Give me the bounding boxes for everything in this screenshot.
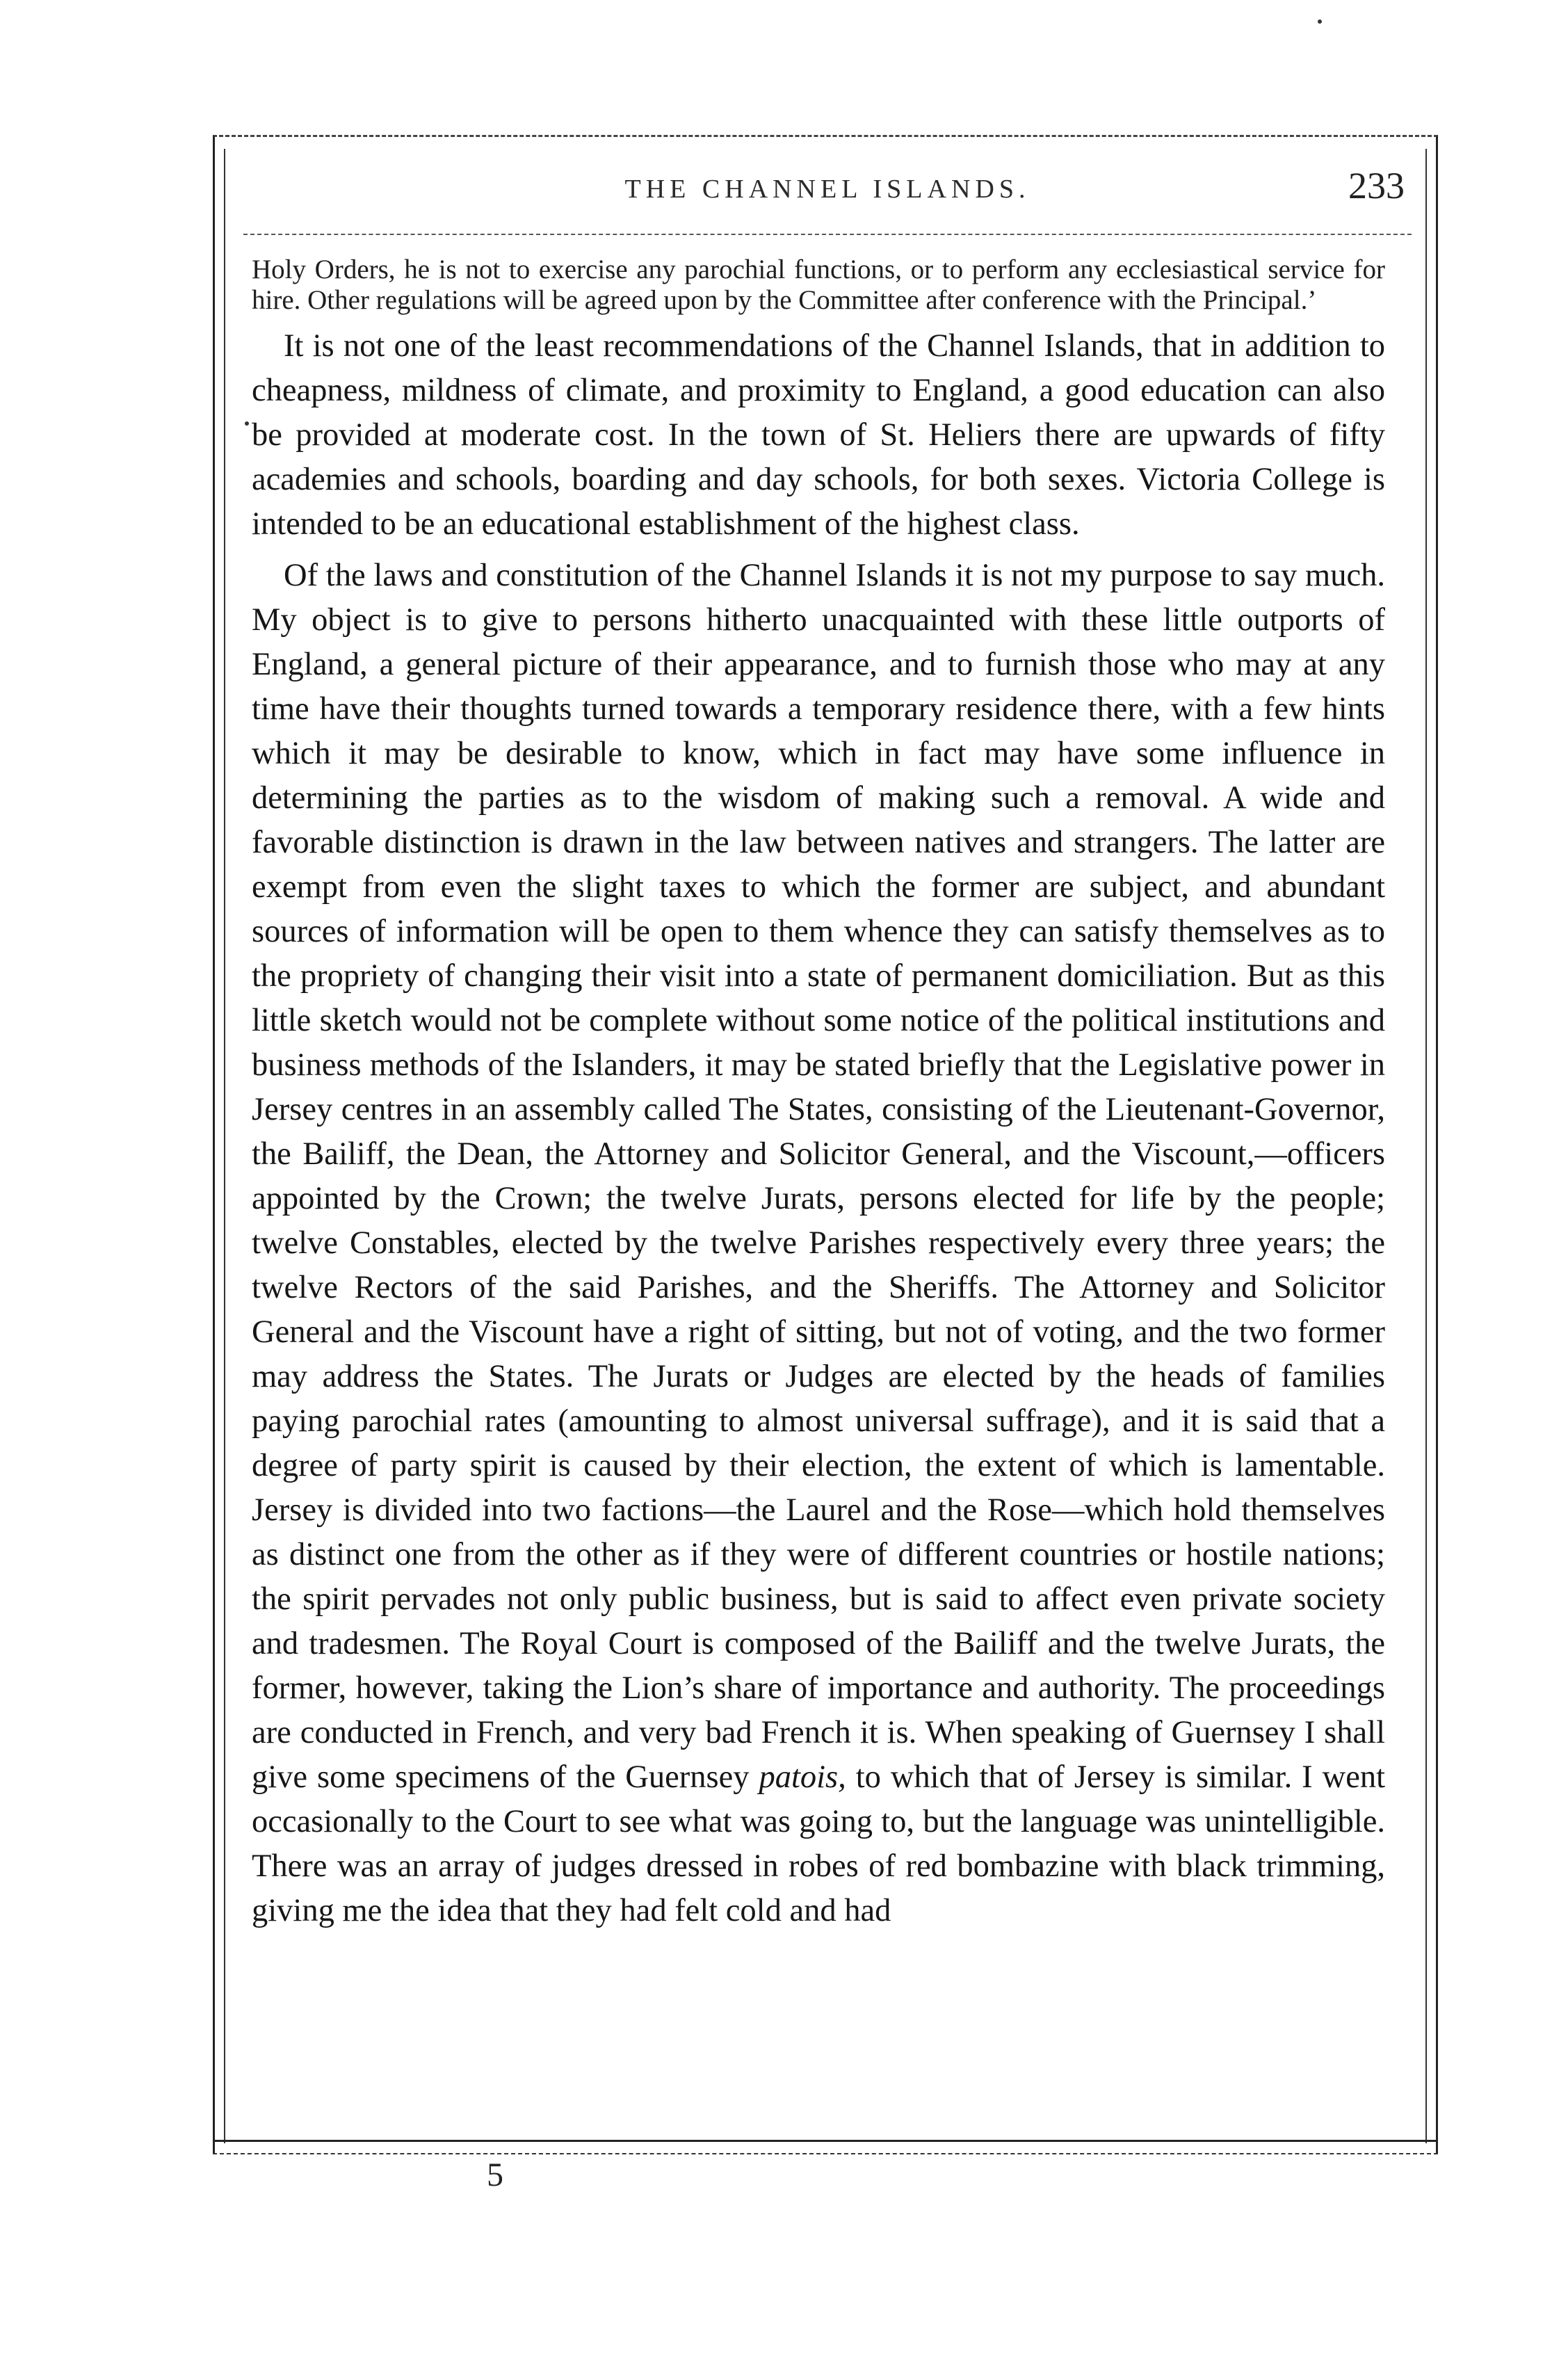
paragraph-laws-text: Of the laws and constitution of the Channel Islands it is not my purpose to say much. My object is to give to persons hitherto unacquainted with these little outports of England, a general picture of their appearance, and to furnish those who may at any time have their thoughts turned towards a temporary residence there, with a few hints which it may be desirable to know, which in fact may have some influence in determining the parties as to the wisdom of making such a removal. A wide and favorable distinction is drawn in the law between natives and strangers. The latter are exempt from even the slight taxes to which the former are subject, and abundant sources of information will be open to them whence they can satisfy themselves as to the propriety of changing their visit into a state of permanent domiciliation. But as this little sketch would not be complete without some notice of the political institutions and business methods of the Islanders, it may be stated briefly that the Legislative power in Jersey centres in an assembly called The States, consisting of the Lieutenant-Governor, the Bailiff, the Dean, the Attorney and Solicitor General, and the Viscount,—officers appointed by the Crown; the twelve Jurats, persons elected for life by the people; twelve Constables, elected by the twelve Parishes respectively every three years; the twelve Rectors of the said Parishes, and the Sheriffs. The Attorney and Solicitor General and the Viscount have a right of sitting, but not of voting, and the two former may address the States. The Jurats or Judges are elected by the heads of families paying parochial rates (amounting to almost universal suffrage), and it is said that a degree of party spirit is caused by their election, the extent of which is lamentable. Jersey is divided into two factions—the Laurel and the Rose—which hold themselves as distinct one from the other as if they were of different countries or hostile nations; the spirit pervades not only public business, but is said to affect even private society and tradesmen. The Royal Court is composed of the Bailiff and the twelve Jurats, the former, however, taking the Lion’s share of importance and authority. The proceedings are conducted in French, and very bad French it is. When speaking of Guernsey I shall give some specimens of the Guernsey xyxy=(252,558,1385,1795)
page-number: 233 xyxy=(1348,165,1405,207)
running-title: THE CHANNEL ISLANDS. xyxy=(624,175,1030,204)
bottom-rule xyxy=(213,2140,1438,2142)
paragraph-laws xyxy=(252,554,1385,1933)
paragraph-education: It is not one of the least recommendations of the Channel Islands, that in addition to cheapness, mildness of climate, and proximity to England, a good education can also be provided at moderate cost. In the town of St. Heliers there are upwards of fifty academies and schools, boarding and day schools, for both sexes. Victoria College is intended to be an educational establishment of the highest class. xyxy=(252,328,1385,542)
print-speck xyxy=(1318,19,1322,24)
paragraph-laws-continued: to which that of Jersey is similar. I went occasionally to the Court to see what was going to, but the language was unintelligible. There was an array of judges dressed in robes of red bombazine with black trimming, giving me the idea that they had felt cold and had xyxy=(252,1759,1385,1928)
header-rule xyxy=(243,234,1412,235)
body-text xyxy=(252,255,1385,1933)
signature-mark: 5 xyxy=(487,2157,503,2193)
print-speck xyxy=(245,421,249,426)
note-paragraph: Holy Orders, he is not to exercise any parochial functions, or to perform any ecclesiastical service for hire. Other regulations will be agreed upon by the Committee after conference with the Principal.’ xyxy=(252,255,1385,315)
italic-patois: patois, xyxy=(759,1759,846,1795)
bottom-rule-dashed xyxy=(213,2153,1438,2154)
